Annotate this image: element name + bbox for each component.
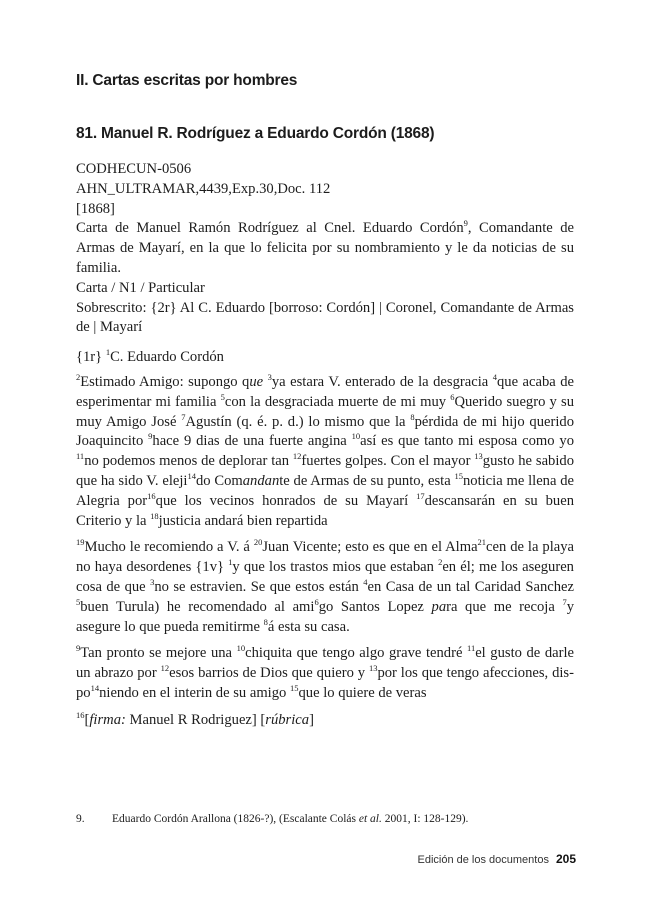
letter-text: á esta su casa. xyxy=(267,618,350,635)
letter-text: fuertes golpes. Con el mayor xyxy=(301,453,475,470)
letter-text: por los que tengo afecciones, dis-po xyxy=(76,665,574,701)
document-body xyxy=(76,160,574,731)
line-number: 8 xyxy=(263,616,268,627)
letter-text: ue xyxy=(249,373,264,390)
archive-reference: AHN_ULTRAMAR,4439,Exp.30,Doc. 112 xyxy=(76,180,331,197)
line-number: 17 xyxy=(416,490,425,501)
line-number: 7 xyxy=(562,596,567,607)
line-number: 8 xyxy=(410,411,415,422)
line-number: 1 xyxy=(105,347,111,358)
line-number: 13 xyxy=(474,451,483,462)
letter-text: no podemos menos de deplorar tan xyxy=(84,453,293,470)
letter-paragraph-3 xyxy=(76,644,574,703)
letter-text: ra que me recoja xyxy=(446,598,563,615)
letter-text: que los vecinos honrados de su Mayarí xyxy=(155,492,417,509)
letter-text: gusto he sabido que ha sido V. eleji xyxy=(76,453,574,489)
letter-text: Mucho le recomiendo a V. á xyxy=(84,539,254,556)
letter-text: así es que tanto mi esposa como yo xyxy=(360,433,574,450)
letter-text: rúbrica xyxy=(265,711,310,728)
document-summary: Carta de Manuel Ramón Rodríguez al Cnel. Eduardo Cordón$^9$, Comandante de Armas de Mayarí, en la que lo felicita por su nombramiento y le da noticias de su familia. xyxy=(76,218,574,276)
letter-text: go Santos Lopez xyxy=(318,598,432,615)
line-number: 6 xyxy=(450,391,455,402)
line-number: 15 xyxy=(289,683,299,694)
line-number: 5 xyxy=(76,596,81,607)
letter-text: en él; me los aseguren cosa de que xyxy=(76,559,574,595)
letter-text: hace 9 dias de una fuerte angina xyxy=(152,433,352,450)
line-number: 5 xyxy=(220,391,225,402)
line-number: 4 xyxy=(492,372,497,383)
letter-paragraph-1 xyxy=(76,373,574,531)
letter-signature xyxy=(76,711,574,731)
line-number: 18 xyxy=(150,510,159,521)
footnote-ref[interactable]: 9 xyxy=(463,218,468,229)
line-number: 2 xyxy=(438,557,443,568)
letter-text: Tan pronto se mejore una xyxy=(80,645,237,662)
letter-text: que lo quiere de veras xyxy=(298,684,427,701)
footnote-number: 9. xyxy=(76,813,85,825)
document-code: CODHECUN-0506 xyxy=(76,161,192,177)
letter-text: pérdida de mi hijo querido Joaquincito xyxy=(76,413,574,450)
line-number: 20 xyxy=(253,537,263,548)
letter-text: {1r} xyxy=(76,349,106,366)
letter-text: el gusto de darle un abrazo por xyxy=(76,645,574,682)
letter-text: Querido suegro y su muy Amigo José xyxy=(76,393,574,430)
line-number: 14 xyxy=(187,471,196,482)
letter-paragraph-2 xyxy=(76,538,574,637)
line-number: 3 xyxy=(267,372,272,383)
envelope-text: Sobrescrito: {2r} Al C. Eduardo [borroso: Cordón] | Coronel, Comandante de Armas de | Mayarí xyxy=(76,299,574,336)
line-number: 10 xyxy=(236,643,246,654)
letter-text: descansarán en su buen Criterio y la xyxy=(76,492,574,529)
letter-text: Agustín (q. é. p. d.) lo mismo que la xyxy=(185,413,411,430)
letter-text: en Casa de un tal Caridad Sanchez xyxy=(367,578,574,595)
line-number: 21 xyxy=(477,537,487,548)
letter-text: [ xyxy=(84,711,90,728)
letter-text: y que los trastos mios que estaban xyxy=(232,559,439,576)
line-number: 19 xyxy=(76,537,85,548)
line-number: 16 xyxy=(76,709,85,720)
line-number: 7 xyxy=(181,411,186,422)
letter-text: noticia me llena de Alegria por xyxy=(76,472,575,509)
line-number: 12 xyxy=(292,451,302,462)
letter-text: chiquita que tengo algo grave tendré xyxy=(245,645,468,662)
letter-text: esos barrios de Dios que quiero y xyxy=(169,665,369,682)
letter-text: no se estravien. Se que estos están xyxy=(154,578,364,595)
line-number: 9 xyxy=(148,431,153,442)
line-number: 3 xyxy=(150,577,155,588)
letter-text: cen de la playa no haya desordenes {1v} xyxy=(76,539,574,576)
letter-text: buen Turula) he recomendado al ami xyxy=(80,598,315,615)
line-number: 12 xyxy=(160,663,170,674)
letter-text: con la desgraciada muerte de mi muy xyxy=(224,393,451,410)
letter-text: que acaba de esperimentar mi familia xyxy=(76,373,574,410)
document-title: 81. Manuel R. Rodríguez a Eduardo Cordón (1868) xyxy=(76,125,435,142)
document-date: [1868] xyxy=(76,200,115,217)
letter-text: niendo en el interin de su amigo xyxy=(99,684,290,701)
line-number: 11 xyxy=(76,451,85,462)
letter-text: andan xyxy=(242,472,280,489)
line-number: 2 xyxy=(76,372,81,383)
line-number: 9 xyxy=(76,643,81,654)
letter-text: pa xyxy=(431,598,447,615)
line-number: 4 xyxy=(363,577,368,588)
line-number: 11 xyxy=(467,643,476,654)
running-footer-label: Edición de los documentos xyxy=(417,854,549,866)
letter-text: C. Eduardo Cordón xyxy=(110,349,224,366)
line-number: 10 xyxy=(351,431,361,442)
letter-greeting xyxy=(76,348,574,368)
line-number: 14 xyxy=(90,683,100,694)
letter-text: ] xyxy=(309,711,314,728)
section-title: II. Cartas escritas por hombres xyxy=(76,72,298,89)
letter-text: firma: xyxy=(89,711,126,728)
page-footer xyxy=(418,852,577,866)
letter-text: do Com xyxy=(195,472,243,489)
document-type: Carta / N1 / Particular xyxy=(76,279,205,296)
line-number: 13 xyxy=(368,663,378,674)
letter-text: justicia andará bien repartida xyxy=(158,512,328,529)
footnote: 9. Eduardo Cordón Arallona (1826-?), (Escalante Colás et al. 2001, I: 128-129). xyxy=(76,813,469,825)
letter-text: y asegure lo que pueda remitirme xyxy=(76,598,574,635)
page-number: 205 xyxy=(555,852,576,866)
letter-text: Juan Vicente; esto es que en el Alma xyxy=(262,539,478,556)
line-number: 1 xyxy=(228,557,233,568)
letter-text: Manuel R Rodriguez] [ xyxy=(125,711,266,728)
document-metadata xyxy=(76,160,574,338)
letter-text: Estimado Amigo: supongo q xyxy=(80,373,250,390)
letter-text: te de Armas de su punto, esta xyxy=(279,472,455,489)
letter-text: ya estara V. enterado de la desgracia xyxy=(271,373,493,390)
line-number: 6 xyxy=(314,596,319,607)
line-number: 15 xyxy=(454,471,463,482)
line-number: 16 xyxy=(147,490,156,501)
